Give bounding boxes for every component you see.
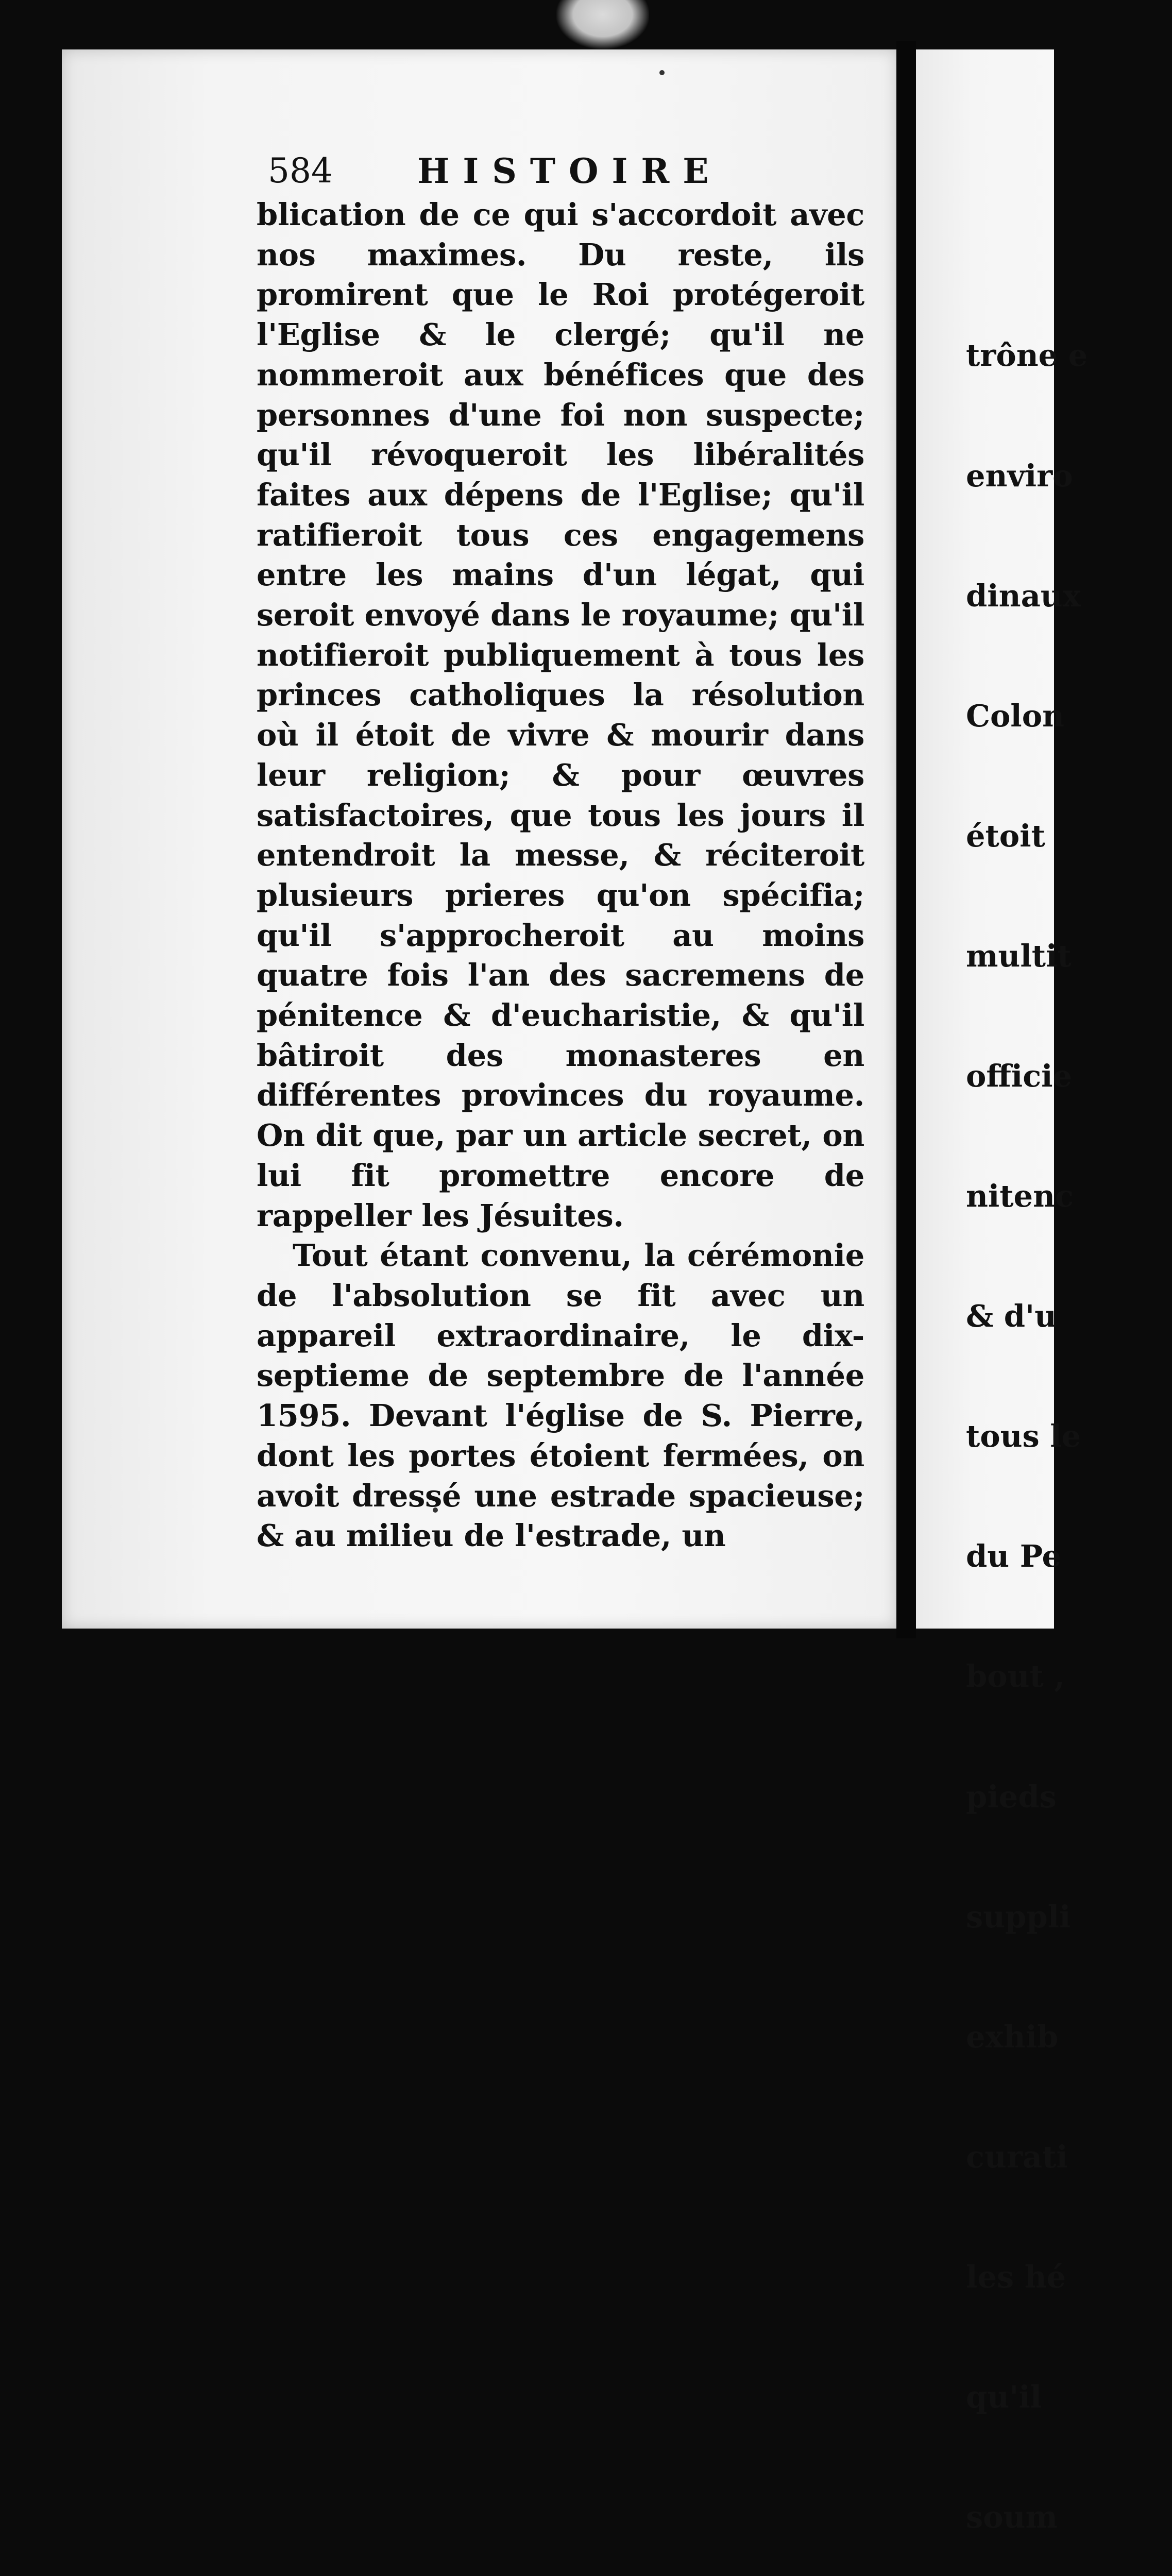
right-page-text (966, 256, 1172, 2576)
right-line: nitenc (966, 1178, 1074, 1214)
right-line: curati (966, 2139, 1068, 2175)
torn-paper-fragment (556, 0, 649, 49)
running-header (268, 150, 886, 192)
page-number: 584 (268, 151, 333, 191)
right-line: dinaux (966, 578, 1081, 614)
right-line: multit (966, 938, 1072, 974)
right-line: du Pe (966, 1538, 1062, 1574)
right-line: exhib (966, 2019, 1059, 2055)
paragraph: Tout étant convenu, la cérémonie de l'absolution se fit avec un appareil extraordinaire, le dix-septieme de septembre de l'année 1595. Devant l'église de S. Pierre, dont les portes étoient fermées, on avoit dressé une estrade spacieuse; & au milieu de l'estrade, un (257, 1238, 864, 1554)
paragraph: blication de ce qui s'accordoit avec nos maximes. Du reste, ils promirent que le Roi protégeroit l'Eglise & le clergé; qu'il ne nommeroit aux bénéfices que des personnes d'une foi non suspecte; qu'il révoqueroit les libéralités faites aux dépens de l'Eglise; qu'il ratifieroit tous ces engagemens entre les mains d'un légat, qui seroit envoyé dans le royaume; qu'il notifieroit publiquement à tous les princes catholiques la résolution où il étoit de vivre & mourir dans leur religion; & pour œuvres satisfactoires, que tous les jours il entendroit la messe, & réciteroit plusieurs prieres qu'on spécifia; qu'il s'approcheroit au moins quatre fois l'an des sacremens de pénitence & d'eucharistie, & qu'il bâtiroit des monasteres en différentes provinces du royaume. On dit que, par un article secret, on lui fit promettre encore de rappeller les Jésuites. (257, 197, 864, 1233)
right-line: qu'il (966, 2379, 1042, 2415)
right-line: & d'u (966, 1298, 1057, 1334)
book-gutter (896, 41, 916, 1638)
right-line: Colon (966, 698, 1064, 734)
right-line: soum (966, 2499, 1058, 2535)
right-line: officie (966, 1058, 1073, 1094)
right-line: tous le (966, 1418, 1081, 1454)
right-line: suppli (966, 1899, 1071, 1935)
left-page-text (257, 195, 864, 1556)
right-line: enviro (966, 457, 1073, 494)
right-line: étoit (966, 818, 1045, 854)
paper-speck (659, 70, 665, 75)
running-head-title: HISTOIRE (417, 151, 722, 191)
right-line: bout , (966, 1658, 1065, 1694)
right-line: les hé (966, 2259, 1066, 2295)
right-page (916, 49, 1088, 2535)
right-line: trône e (966, 337, 1088, 374)
right-line: pieds (966, 1778, 1057, 1815)
